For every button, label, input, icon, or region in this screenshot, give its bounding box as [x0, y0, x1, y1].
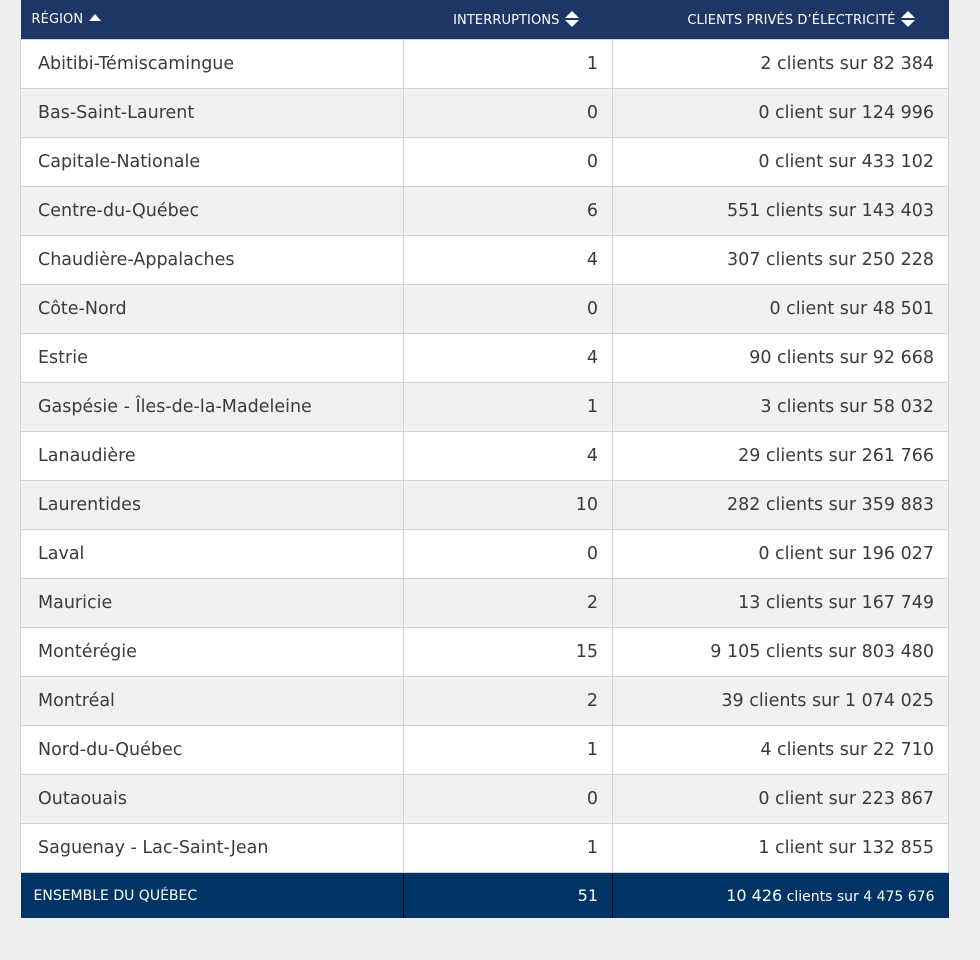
table-body [21, 40, 949, 873]
region-cell: Montérégie [21, 628, 404, 677]
total-row [21, 873, 949, 919]
table-row [21, 530, 949, 579]
region-cell: Chaudière-Appalaches [21, 236, 404, 285]
clients-cell: 90 clients sur 92 668 [613, 334, 949, 383]
table-row [21, 628, 949, 677]
table-row [21, 726, 949, 775]
clients-cell: 9 105 clients sur 803 480 [613, 628, 949, 677]
region-cell: Montréal [21, 677, 404, 726]
column-header-clients[interactable] [613, 0, 949, 40]
interruptions-cell: 0 [404, 530, 613, 579]
interruptions-cell: 0 [404, 775, 613, 824]
interruptions-cell: 1 [404, 824, 613, 873]
region-cell: Gaspésie - Îles-de-la-Madeleine [21, 383, 404, 432]
clients-cell: 282 clients sur 359 883 [613, 481, 949, 530]
region-cell: Capitale-Nationale [21, 138, 404, 187]
clients-cell: 0 client sur 223 867 [613, 775, 949, 824]
clients-cell: 307 clients sur 250 228 [613, 236, 949, 285]
total-clients-count: 10 426 [726, 886, 783, 905]
region-cell: Centre-du-Québec [21, 187, 404, 236]
header-row [21, 0, 949, 40]
clients-cell: 13 clients sur 167 749 [613, 579, 949, 628]
outages-table-container [20, 0, 948, 918]
table-row [21, 89, 949, 138]
clients-cell: 0 client sur 433 102 [613, 138, 949, 187]
clients-cell: 29 clients sur 261 766 [613, 432, 949, 481]
total-clients-rest: clients sur 4 475 676 [786, 889, 935, 905]
interruptions-cell: 2 [404, 677, 613, 726]
region-cell: Mauricie [21, 579, 404, 628]
region-cell: Abitibi-Témiscamingue [21, 40, 404, 89]
region-cell: Laurentides [21, 481, 404, 530]
table-row [21, 138, 949, 187]
interruptions-cell: 10 [404, 481, 613, 530]
sort-both-icon[interactable] [901, 11, 915, 27]
interruptions-cell: 1 [404, 383, 613, 432]
interruptions-cell: 0 [404, 285, 613, 334]
interruptions-cell: 0 [404, 89, 613, 138]
clients-cell: 0 client sur 124 996 [613, 89, 949, 138]
table-row [21, 432, 949, 481]
interruptions-cell: 4 [404, 334, 613, 383]
clients-cell: 1 client sur 132 855 [613, 824, 949, 873]
outages-table [20, 0, 949, 918]
clients-cell: 551 clients sur 143 403 [613, 187, 949, 236]
interruptions-cell: 0 [404, 138, 613, 187]
table-row [21, 677, 949, 726]
column-header-region[interactable] [21, 0, 404, 40]
interruptions-cell: 4 [404, 432, 613, 481]
column-header-label: INTERRUPTIONS [453, 13, 560, 28]
region-cell: Saguenay - Lac-Saint-Jean [21, 824, 404, 873]
table-row [21, 40, 949, 89]
column-header-interruptions[interactable] [404, 0, 613, 40]
table-header [21, 0, 949, 40]
clients-cell: 4 clients sur 22 710 [613, 726, 949, 775]
region-cell: Lanaudière [21, 432, 404, 481]
column-header-label: RÉGION [31, 12, 84, 27]
interruptions-cell: 1 [404, 40, 613, 89]
region-cell: Côte-Nord [21, 285, 404, 334]
region-cell: Outaouais [21, 775, 404, 824]
interruptions-cell: 4 [404, 236, 613, 285]
table-footer [21, 873, 949, 919]
total-clients [613, 873, 949, 919]
total-label: ENSEMBLE DU QUÉBEC [21, 873, 404, 919]
region-cell: Laval [21, 530, 404, 579]
clients-cell: 0 client sur 48 501 [613, 285, 949, 334]
sort-both-icon[interactable] [565, 11, 579, 27]
interruptions-cell: 2 [404, 579, 613, 628]
table-row [21, 383, 949, 432]
table-row [21, 579, 949, 628]
clients-cell: 0 client sur 196 027 [613, 530, 949, 579]
sort-ascending-icon[interactable] [89, 14, 101, 21]
column-header-label: CLIENTS PRIVÉS D’ÉLECTRICITÉ [687, 13, 896, 28]
total-interruptions: 51 [404, 873, 613, 919]
clients-cell: 39 clients sur 1 074 025 [613, 677, 949, 726]
table-row [21, 285, 949, 334]
interruptions-cell: 6 [404, 187, 613, 236]
table-row [21, 775, 949, 824]
table-row [21, 236, 949, 285]
region-cell: Bas-Saint-Laurent [21, 89, 404, 138]
table-row [21, 334, 949, 383]
interruptions-cell: 1 [404, 726, 613, 775]
table-row [21, 824, 949, 873]
region-cell: Estrie [21, 334, 404, 383]
clients-cell: 2 clients sur 82 384 [613, 40, 949, 89]
interruptions-cell: 15 [404, 628, 613, 677]
table-row [21, 187, 949, 236]
region-cell: Nord-du-Québec [21, 726, 404, 775]
clients-cell: 3 clients sur 58 032 [613, 383, 949, 432]
table-row [21, 481, 949, 530]
